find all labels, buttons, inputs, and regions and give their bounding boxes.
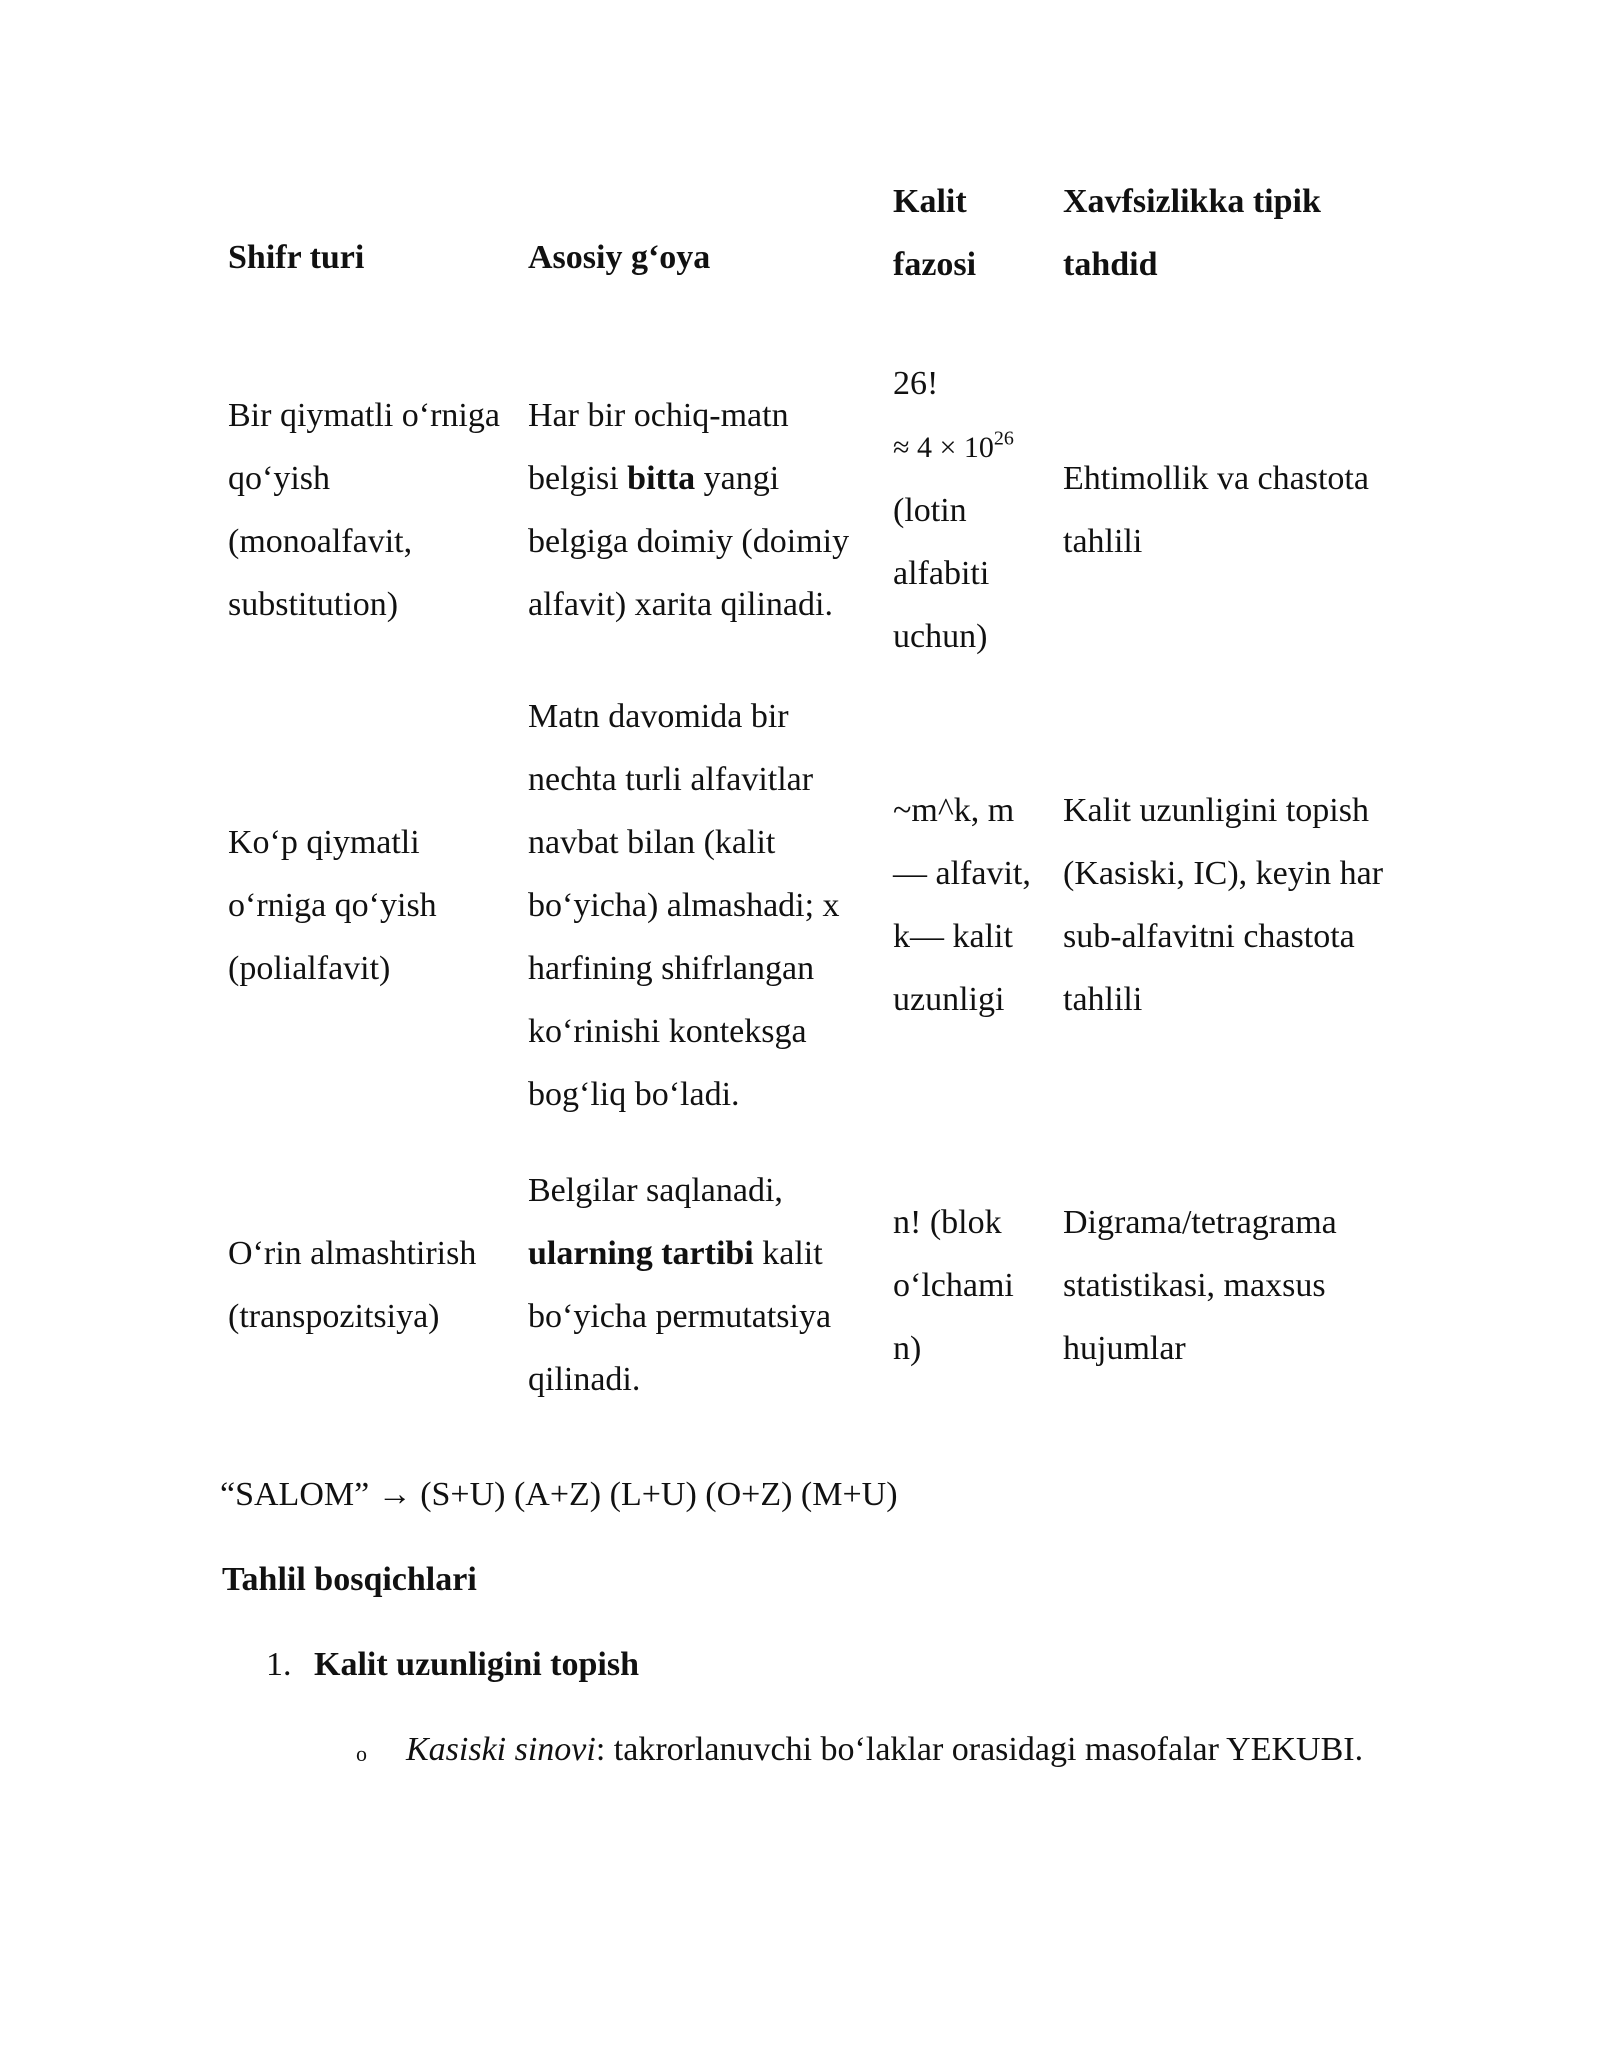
key-space: ~m^k, m— alfavit, k— kalit uzunligi (893, 792, 1031, 1018)
threat: Ehtimollik va chastota tahlili (1063, 460, 1369, 560)
idea-text: Belgilar saqlanadi, (528, 1172, 783, 1209)
bullet-text (406, 1725, 1363, 1775)
cipher-comparison-table (220, 140, 1415, 1435)
cipher-name: Ko‘p qiymatli o‘rniga qo‘yish (polialfavit) (228, 823, 437, 987)
cipher-name: Bir qiymatli o‘rniga qo‘yish (monoalfavit, substitution) (228, 397, 500, 623)
step-number: 1. (266, 1646, 292, 1683)
threat: Kalit uzunligini topish (Kasiski, IC), keyin har sub-alfavitni chastota tahlili (1063, 792, 1384, 1018)
key-exponent: 26 (993, 427, 1014, 450)
table-row (220, 345, 1415, 675)
idea-emphasis: ularning tartibi (528, 1235, 754, 1272)
threat: Digrama/tetragrama statistikasi, maxsus hujumlar (1063, 1203, 1337, 1367)
key-space (885, 345, 1055, 675)
header-cipher-type: Shifr turi (228, 239, 365, 276)
key-approx: ≈ 4 × 10 (893, 431, 994, 464)
cipher-name: O‘rin almashtirish (transpozitsiya) (228, 1235, 477, 1335)
table-row (220, 675, 1415, 1135)
header-main-idea: Asosiy g‘oya (528, 239, 711, 276)
bullet-rest: : takrorlanuvchi bo‘laklar orasidagi masofalar YEKUBI. (595, 1731, 1364, 1768)
idea-text: Har bir ochiq-matn belgisi (528, 397, 789, 497)
key-factorial: 26! (893, 365, 939, 402)
list-item (266, 1640, 639, 1690)
header-typical-threat: Xavfsizlikka tipik tahdid (1063, 182, 1321, 283)
header-key-space: Kalit fazosi (893, 182, 977, 283)
bullet-marker: o (356, 1741, 367, 1766)
cipher-idea (520, 1135, 885, 1435)
idea-text: yangi belgiga doimiy (doimiy alfavit) xarita qilinadi. (528, 460, 850, 623)
idea-emphasis: bitta (627, 460, 696, 497)
key-space: n! (blok o‘lchami n) (893, 1203, 1014, 1367)
bullet-term: Kasiski sinovi (406, 1731, 596, 1768)
table-row (220, 1135, 1415, 1435)
key-note: (lotin alfabiti uchun) (893, 492, 990, 655)
idea-text: kalit bo‘yicha permutatsiya qilinadi. (528, 1235, 832, 1398)
section-heading: Tahlil bosqichlari (222, 1561, 477, 1598)
cipher-idea (520, 345, 885, 675)
cipher-idea: Matn davomida bir nechta turli alfavitlar navbat bilan (kalit bo‘yicha) almashadi; x harfining shifrlangan ko‘rinishi konteksga bog‘liq bo‘ladi. (528, 697, 840, 1113)
table-header-row (220, 140, 1415, 345)
salom-formula: “SALOM” → (S+U) (A+Z) (L+U) (O+Z) (M+U) (220, 1476, 898, 1513)
step-text: Kalit uzunligini topish (314, 1646, 639, 1683)
